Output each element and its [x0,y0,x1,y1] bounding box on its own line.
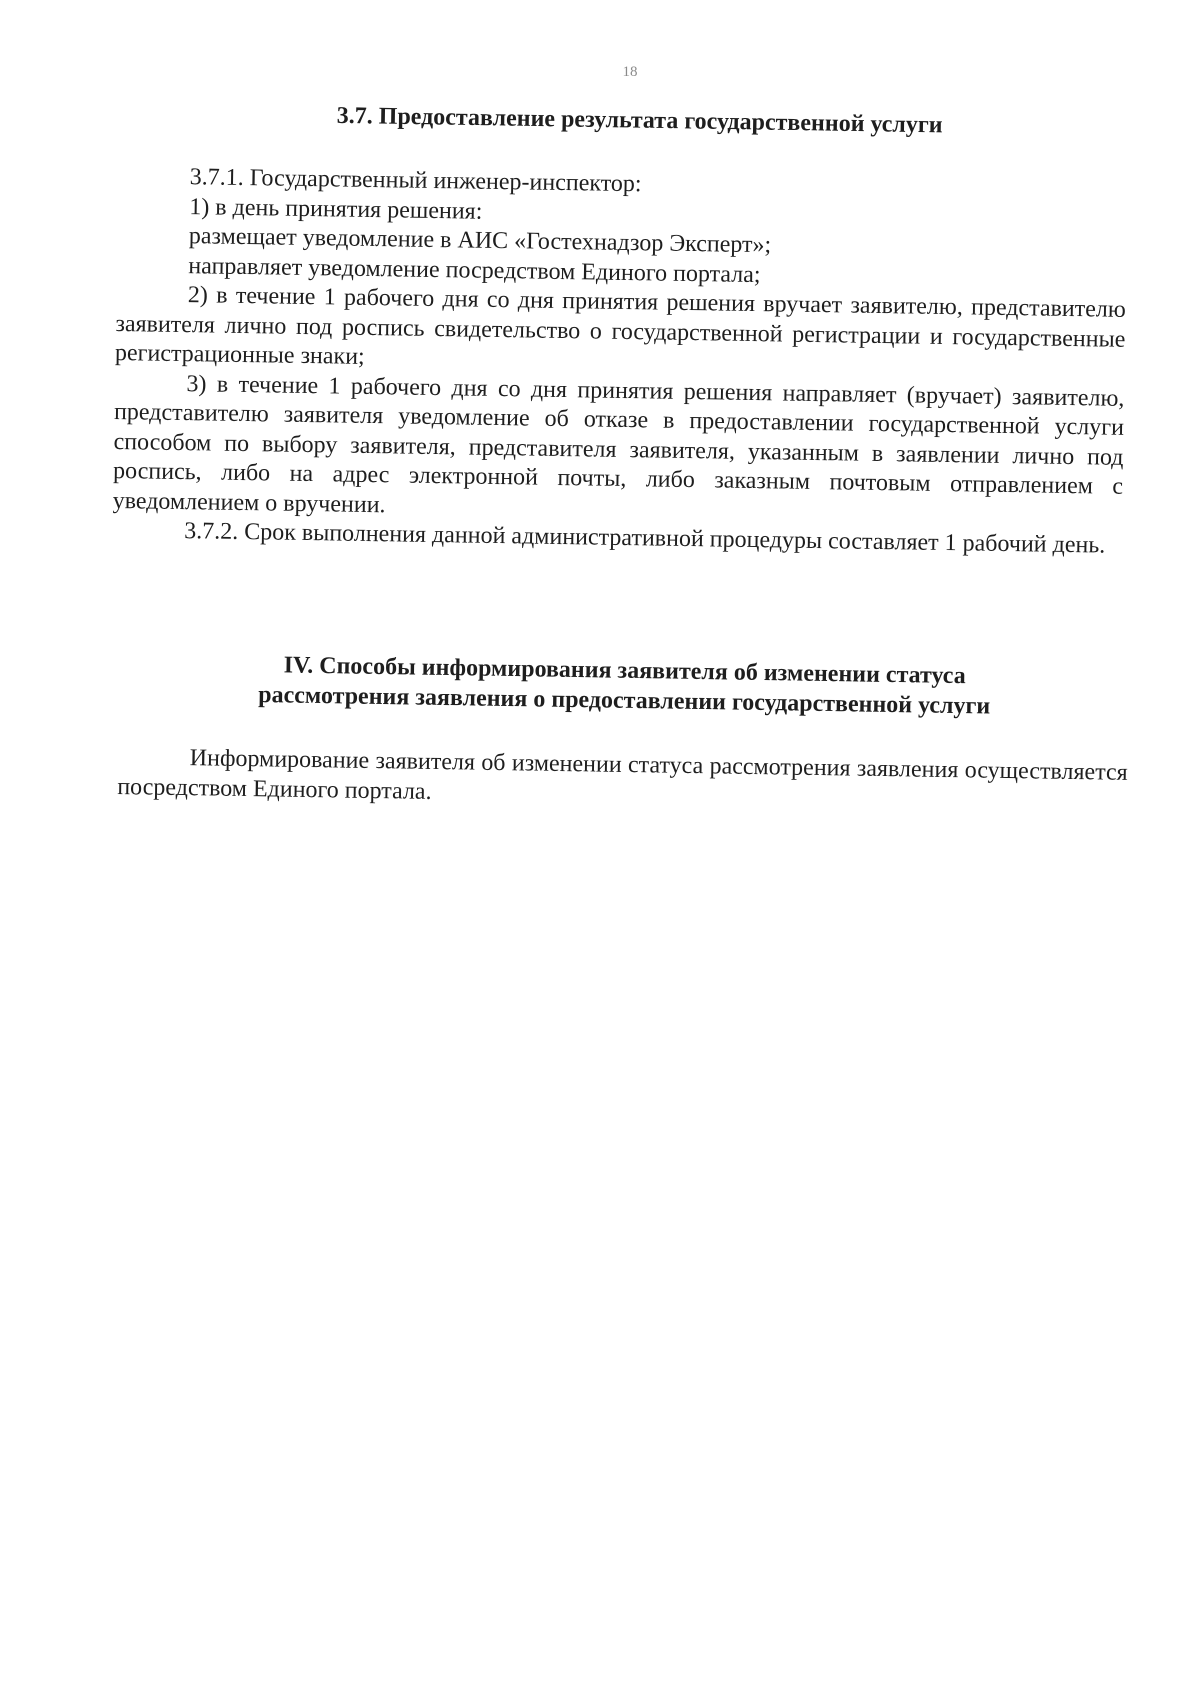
section-heading-4-line1: IV. Способы информирования заявителя об изменении статуса [283,652,966,690]
paragraph-section-4: Информирование заявителя об изменении статуса рассмотрения заявления осуществляется посредством Единого портала. [117,745,1128,805]
section-3-7-body [112,162,1128,561]
paragraph-3-7-1: 3.7.1. Государственный инженер-инспектор: [189,164,642,198]
section-heading-3-7: 3.7. Предоставление результата государственной услуги [336,102,943,139]
paragraph-item-1: 1) в день принятия решения: [189,193,483,225]
paragraph-item-3: 3) в течение 1 рабочего дня со дня принятия решения направляет (вручает) заявителю, представителю заявителя уведомление об отказе в предоставлении государственной услуги способом по выбору заявителя, представителя заявителя, указанным в заявлении лично под роспись, либо на адрес электронной почты, либо заказным почтовым отправлением с уведомлением о вручении. [112,370,1125,518]
section-heading-4 [129,648,1120,724]
paragraph-item-1-a: размещает уведомление в АИС «Гостехнадзор Эксперт»; [188,223,772,259]
paragraph-3-7-2: 3.7.2. Срок выполнения данной административной процедуры составляет 1 рабочий день. [184,518,1106,559]
paragraph-item-2: 2) в течение 1 рабочего дня со дня принятия решения вручает заявителю, представителю заявителя лично под роспись свидетельство о государственной регистрации и государственные регистрационные знаки; [114,282,1127,370]
paragraph-item-1-b: направляет уведомление посредством Единого портала; [188,252,761,288]
section-4-body [117,743,1128,818]
page-number: 18 [622,64,638,80]
section-heading-4-line2: рассмотрения заявления о предоставлении государственной услуги [258,682,991,720]
